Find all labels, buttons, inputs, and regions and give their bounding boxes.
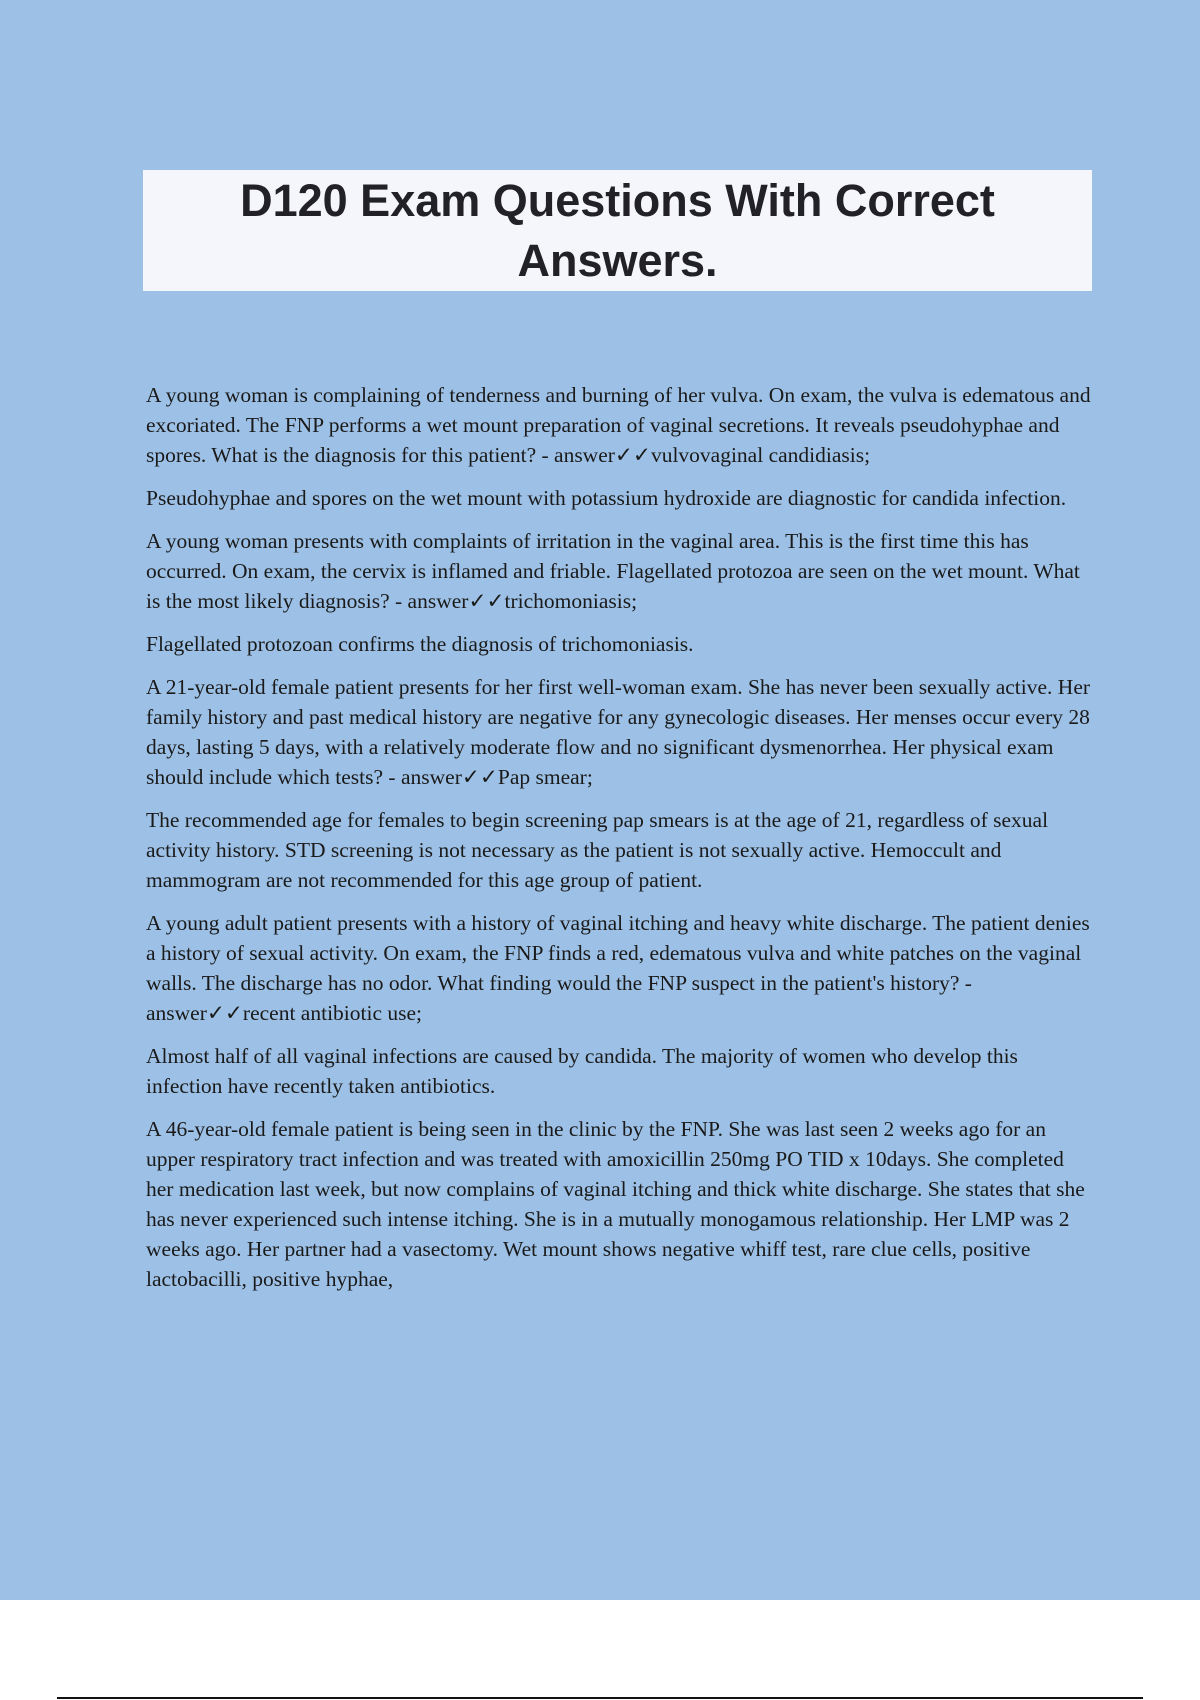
footer-divider — [57, 1697, 1143, 1699]
document-body — [146, 380, 1092, 1307]
question-5: A 46-year-old female patient is being seen in the clinic by the FNP. She was last seen 2 weeks ago for an upper respiratory tract infection and was treated with amoxicillin 250mg PO TID x 10days. She completed her medication last week, but now complains of vaginal itching and thick white discharge. She states that she has never experienced such intense itching. She is in a mutually monogamous relationship. Her LMP was 2 weeks ago. Her partner had a vasectomy. Wet mount shows negative whiff test, rare clue cells, positive lactobacilli, positive hyphae, — [146, 1117, 1085, 1291]
rationale-3: The recommended age for females to begin screening pap smears is at the age of 21, regardless of sexual activity history. STD screening is not necessary as the patient is not sexually active. Hemoccult and mammogram are not recommended for this age group of patient. — [146, 808, 1049, 892]
rationale-1: Pseudohyphae and spores on the wet mount with potassium hydroxide are diagnostic for candida infection. — [146, 486, 1067, 510]
document-title: D120 Exam Questions With Correct Answers. — [240, 174, 995, 286]
question-3: A 21-year-old female patient presents for her first well-woman exam. She has never been sexually active. Her family history and past medical history are negative for any gynecologic diseases. Her menses occur every 28 days, lasting 5 days, with a relatively moderate flow and no significant dysmenorrhea. Her physical exam should include which tests? - answer✓✓Pap smear; — [146, 675, 1091, 789]
question-2: A young woman presents with complaints of irritation in the vaginal area. This is the first time this has occurred. On exam, the cervix is inflamed and friable. Flagellated protozoa are seen on the wet mount. What is the most likely diagnosis? - answer✓✓trichomoniasis; — [146, 529, 1080, 613]
title-banner — [143, 170, 1092, 291]
question-4: A young adult patient presents with a history of vaginal itching and heavy white discharge. The patient denies a history of sexual activity. On exam, the FNP finds a red, edematous vulva and white patches on the vaginal walls. The discharge has no odor. What finding would the FNP suspect in the patient's history? - answer✓✓recent antibiotic use; — [146, 911, 1090, 1025]
rationale-2: Flagellated protozoan confirms the diagnosis of trichomoniasis. — [146, 632, 694, 656]
rationale-4: Almost half of all vaginal infections are caused by candida. The majority of women who develop this infection have recently taken antibiotics. — [146, 1044, 1018, 1098]
question-1: A young woman is complaining of tenderness and burning of her vulva. On exam, the vulva is edematous and excoriated. The FNP performs a wet mount preparation of vaginal secretions. It reveals pseudohyphae and spores. What is the diagnosis for this patient? - answer✓✓vulvovaginal candidiasis; — [146, 383, 1091, 467]
